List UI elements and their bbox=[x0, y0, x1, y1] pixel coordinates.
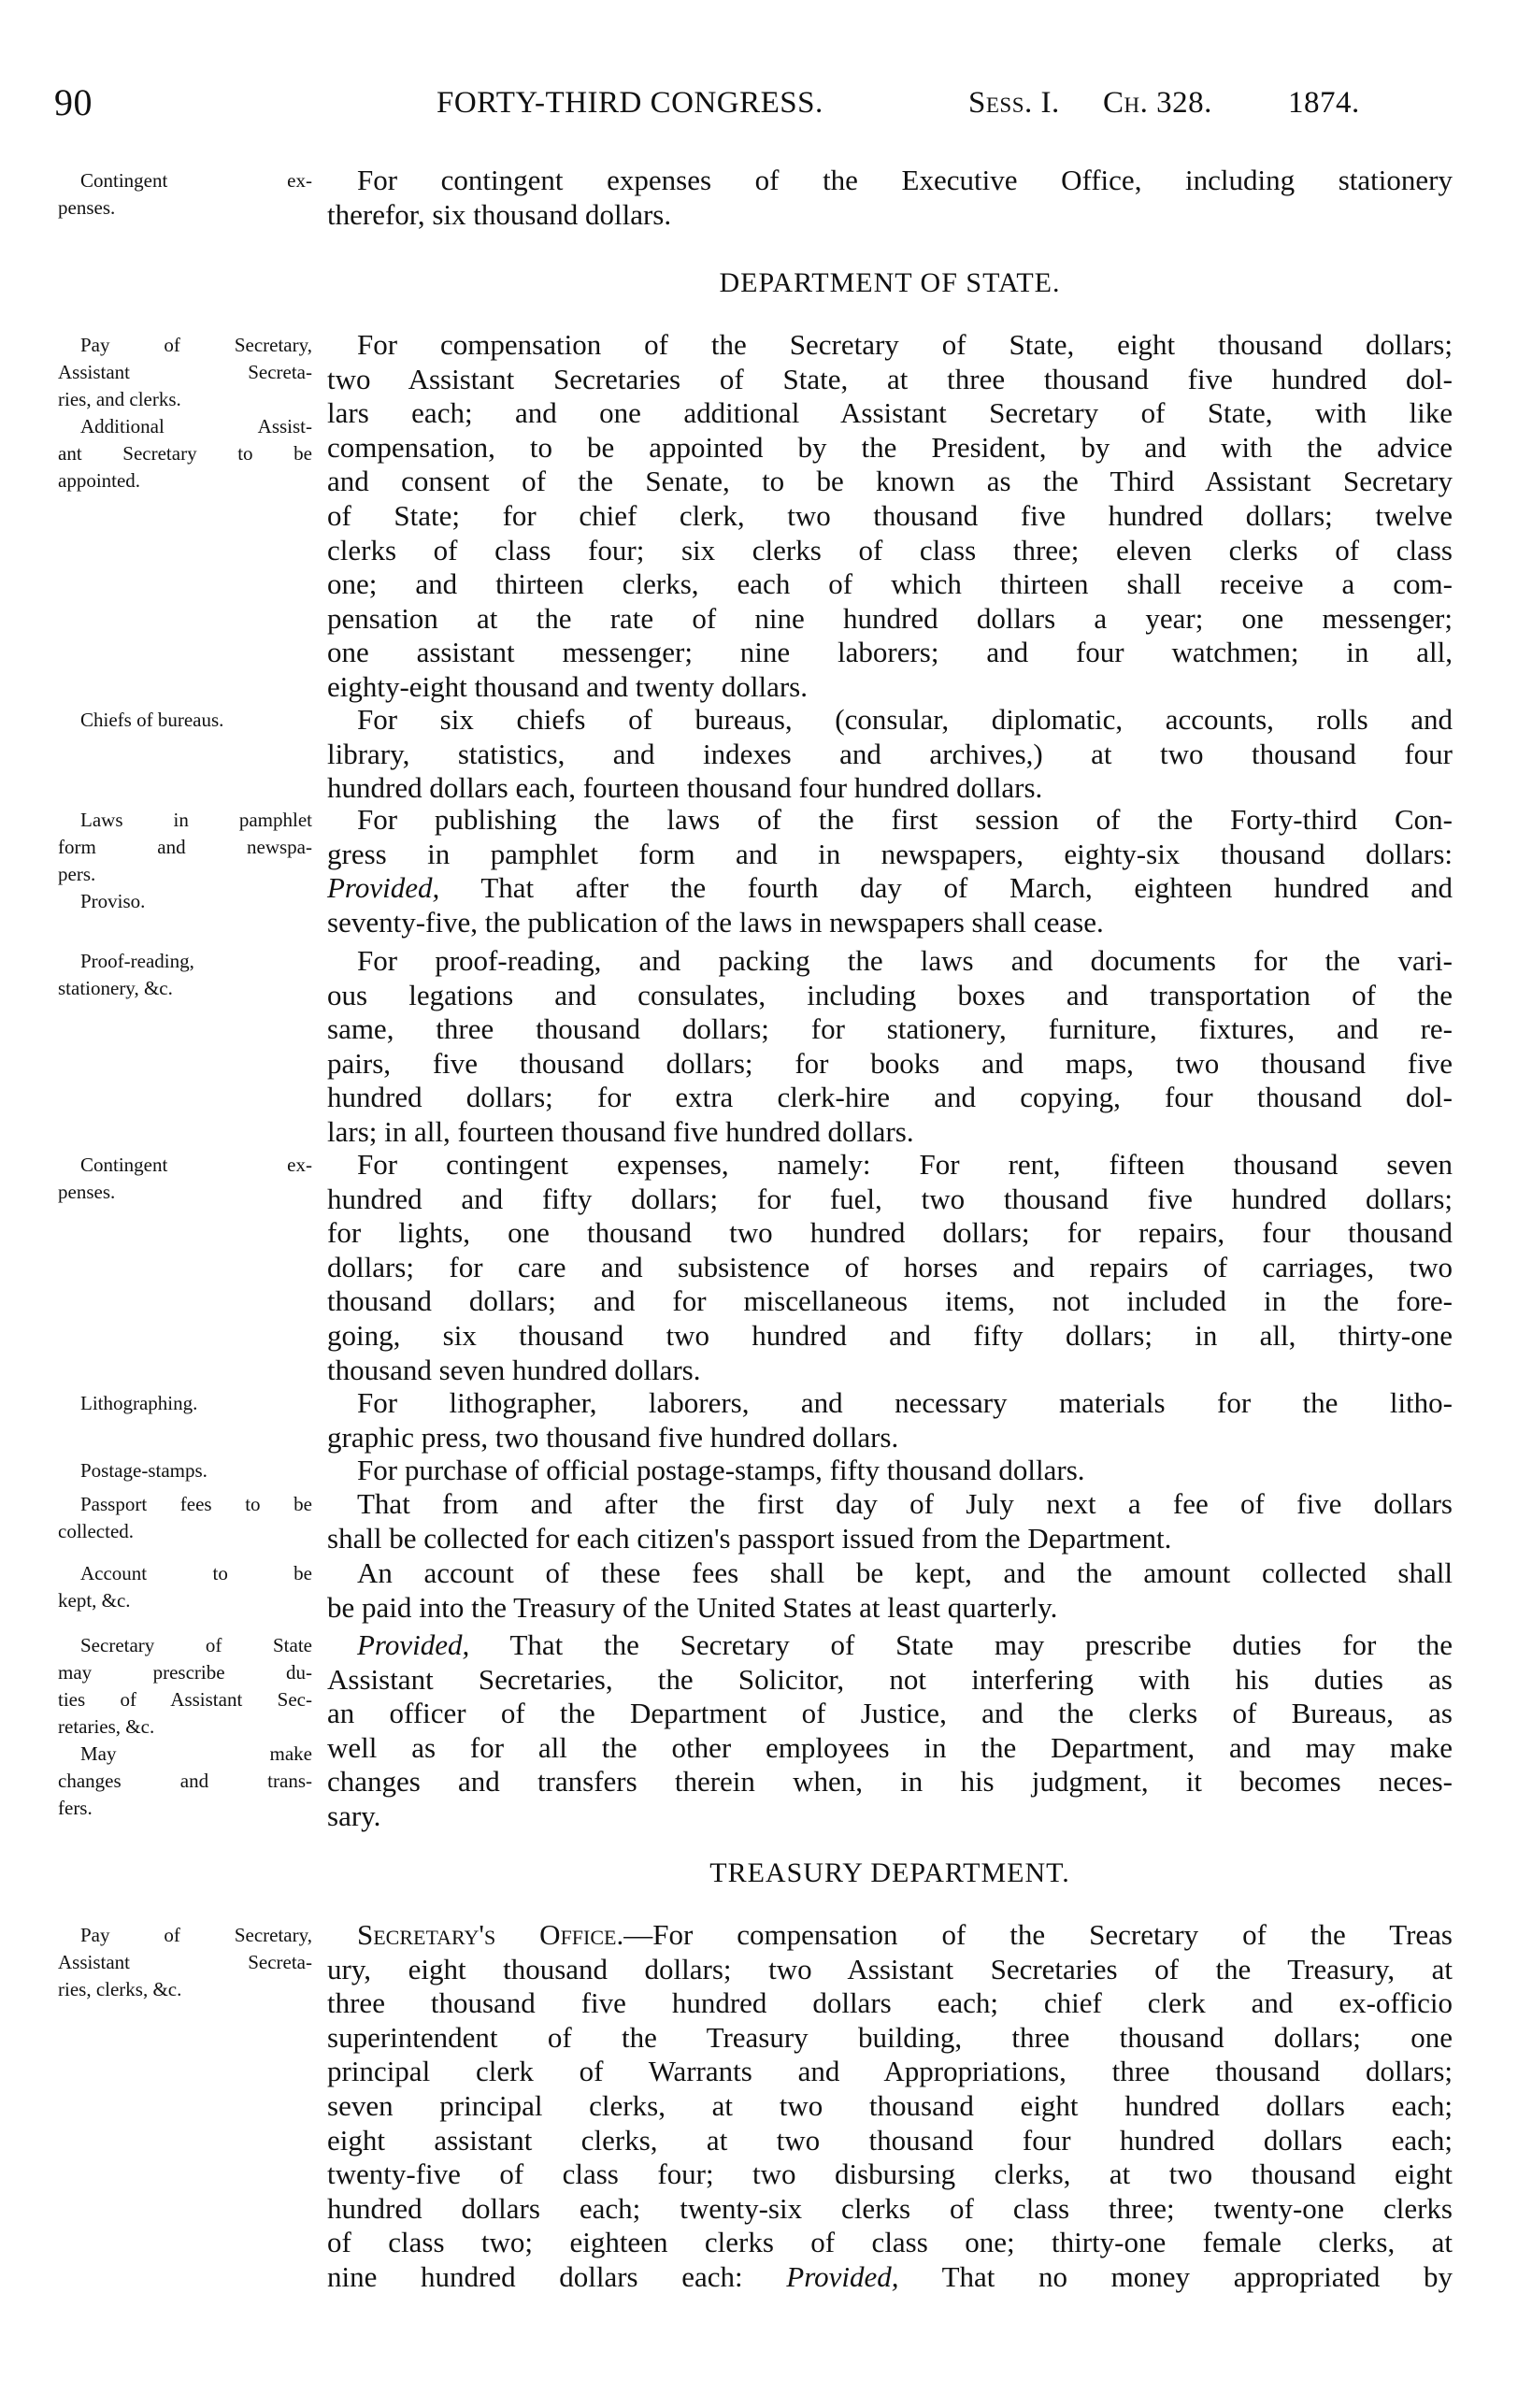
margin-note-line: changes and trans- bbox=[58, 1770, 312, 1792]
text-line: For lithographer, laborers, and necessary materials for the litho- bbox=[357, 1386, 1453, 1419]
margin-note bbox=[58, 948, 312, 1002]
paragraph-text bbox=[327, 1628, 1453, 1834]
text-line: for lights, one thousand two hundred dollars; for repairs, four thousand bbox=[327, 1216, 1453, 1250]
text-line: superintendent of the Treasury building, three thousand dollars; one bbox=[327, 2020, 1453, 2054]
text-line: ous legations and consulates, including boxes and transportation of the bbox=[327, 978, 1453, 1011]
text-line: lars each; and one additional Assistant Secretary of State, with like bbox=[327, 396, 1453, 430]
text-segment: That after the fourth day of March, eighteen hundred and bbox=[439, 871, 1453, 905]
margin-note-line: ries, clerks, &c. bbox=[58, 1978, 182, 2000]
text-segment: —For compensation of the Secretary of the Treas bbox=[623, 1918, 1453, 1951]
margin-note-line: Pay of Secretary, bbox=[80, 334, 312, 356]
text-line: hundred dollars; for extra clerk-hire and copying, four thousand dol- bbox=[327, 1081, 1453, 1114]
text-line: thousand dollars; and for miscellaneous items, not included in the fore- bbox=[327, 1284, 1453, 1318]
text-line: therefor, six thousand dollars. bbox=[327, 197, 672, 231]
text-line: seven principal clerks, at two thousand eight hundred dollars each; bbox=[327, 2088, 1453, 2122]
margin-note-line: pers. bbox=[58, 863, 96, 885]
margin-note-line: Lithographing. bbox=[80, 1392, 198, 1414]
margin-note-line: Passport fees to be bbox=[80, 1493, 312, 1515]
text-line: thousand seven hundred dollars. bbox=[327, 1353, 701, 1386]
paragraph-text bbox=[327, 1918, 1453, 2295]
text-line: two Assistant Secretaries of State, at three thousand five hundred dol- bbox=[327, 362, 1453, 395]
margin-note bbox=[58, 1560, 312, 1614]
italic-text: Provided, bbox=[327, 871, 440, 905]
text-line: dollars; for care and subsistence of horses and repairs of carriages, two bbox=[327, 1250, 1453, 1283]
text-segment: That the Secretary of State may prescribe duties for the bbox=[469, 1628, 1453, 1661]
paragraph-text bbox=[327, 1148, 1453, 1387]
text-line: library, statistics, and indexes and archives,) at two thousand four bbox=[327, 737, 1453, 770]
margin-note-line: Assistant Secreta- bbox=[58, 361, 312, 383]
text-line: That from and after the first day of July next a fee of five dollars bbox=[357, 1487, 1453, 1520]
paragraph-text bbox=[327, 1556, 1453, 1625]
text-line: For six chiefs of bureaus, (consular, diplomatic, accounts, rolls and bbox=[357, 703, 1453, 736]
text-line: Assistant Secretaries, the Solicitor, not interfering with his duties as bbox=[327, 1662, 1453, 1696]
text-line: For purchase of official postage-stamps, fifty thousand dollars. bbox=[357, 1454, 1085, 1486]
text-line: one assistant messenger; nine laborers; and four watchmen; in all, bbox=[327, 636, 1453, 669]
section-heading-state: DEPARTMENT OF STATE. bbox=[719, 267, 1061, 298]
margin-note-line: stationery, &c. bbox=[58, 977, 173, 999]
chapter: Ch. 328. bbox=[1103, 86, 1212, 120]
text-line: of State; for chief clerk, two thousand five hundred dollars; twelve bbox=[327, 498, 1453, 532]
margin-note bbox=[58, 167, 312, 222]
margin-note-line: ties of Assistant Sec- bbox=[58, 1688, 312, 1711]
text-line: For contingent expenses of the Executive Office, including stationery bbox=[357, 164, 1453, 196]
italic-text: Provided, bbox=[786, 2259, 899, 2293]
margin-note-line: penses. bbox=[58, 1181, 116, 1203]
session: Sess. I. bbox=[968, 86, 1060, 120]
text-line: pairs, five thousand dollars; for books and maps, two thousand five bbox=[327, 1046, 1453, 1080]
margin-note-line: Contingent ex- bbox=[80, 169, 312, 192]
margin-note bbox=[58, 1152, 312, 1206]
text-line: For compensation of the Secretary of State, eight thousand dollars; bbox=[357, 328, 1453, 361]
paragraph-text bbox=[327, 803, 1453, 939]
margin-note-line: Contingent ex- bbox=[80, 1154, 312, 1176]
margin-note bbox=[58, 707, 312, 734]
margin-note bbox=[58, 1390, 312, 1417]
margin-note-line: collected. bbox=[58, 1520, 135, 1542]
margin-note-line: fers. bbox=[58, 1797, 93, 1819]
margin-note-line: Secretary of State bbox=[80, 1634, 312, 1656]
text-line bbox=[327, 871, 1453, 906]
text-segment: nine hundred dollars each: bbox=[327, 2259, 787, 2293]
text-line bbox=[327, 1628, 1453, 1663]
text-line: eighty-eight thousand and twenty dollars. bbox=[327, 669, 808, 703]
text-line: For proof-reading, and packing the laws and documents for the vari- bbox=[357, 944, 1453, 977]
margin-note-line: May make bbox=[80, 1742, 312, 1765]
paragraph-text bbox=[327, 164, 1453, 232]
text-line: sary. bbox=[327, 1799, 381, 1832]
year: 1874. bbox=[1288, 86, 1360, 120]
text-line: well as for all the other employees in the Department, and may make bbox=[327, 1730, 1453, 1764]
italic-text: Provided, bbox=[357, 1628, 470, 1661]
text-line: eight assistant clerks, at two thousand four hundred dollars each; bbox=[327, 2123, 1453, 2157]
text-line: lars; in all, fourteen thousand five hundred dollars. bbox=[327, 1114, 914, 1148]
text-line: pensation at the rate of nine hundred dollars a year; one messenger; bbox=[327, 601, 1453, 635]
margin-note-line: Proviso. bbox=[80, 890, 146, 912]
margin-note-line: penses. bbox=[58, 196, 116, 219]
margin-note-line: Chiefs of bureaus. bbox=[80, 709, 224, 731]
text-line: be paid into the Treasury of the United States at least quarterly. bbox=[327, 1590, 1058, 1624]
text-line: graphic press, two thousand five hundred dollars. bbox=[327, 1420, 899, 1454]
page-number: 90 bbox=[54, 81, 93, 123]
margin-note bbox=[58, 1632, 312, 1822]
margin-note-line: ant Secretary to be bbox=[58, 442, 312, 465]
text-line: going, six thousand two hundred and fifty dollars; in all, thirty-one bbox=[327, 1318, 1453, 1352]
paragraph-text bbox=[327, 1454, 1453, 1488]
margin-note bbox=[58, 807, 312, 915]
margin-note-line: Additional Assist- bbox=[80, 415, 312, 437]
margin-note-line: Postage-stamps. bbox=[80, 1459, 208, 1482]
text-line: ury, eight thousand dollars; two Assistant Secretaries of the Treasury, at bbox=[327, 1952, 1453, 1985]
paragraph-text bbox=[327, 944, 1453, 1150]
text-segment: That no money appropriated by bbox=[898, 2259, 1453, 2293]
text-line: For contingent expenses, namely: For rent, fifteen thousand seven bbox=[357, 1148, 1453, 1181]
section-heading-treasury: TREASURY DEPARTMENT. bbox=[709, 1857, 1070, 1888]
paragraph-text bbox=[327, 1386, 1453, 1455]
margin-note bbox=[58, 1491, 312, 1545]
text-line: hundred and fifty dollars; for fuel, two thousand five hundred dollars; bbox=[327, 1182, 1453, 1215]
text-line bbox=[327, 2260, 1453, 2295]
margin-note bbox=[58, 1457, 312, 1484]
text-line: same, three thousand dollars; for stationery, furniture, fixtures, and re- bbox=[327, 1012, 1453, 1046]
margin-note-line: kept, &c. bbox=[58, 1589, 131, 1612]
text-line: and consent of the Senate, to be known as the Third Assistant Secretary bbox=[327, 465, 1453, 498]
text-line: gress in pamphlet form and in newspapers, eighty-six thousand dollars: bbox=[327, 837, 1453, 870]
margin-note-line: Assistant Secreta- bbox=[58, 1951, 312, 1973]
text-line: An account of these fees shall be kept, and the amount collected shall bbox=[357, 1556, 1453, 1589]
text-line: three thousand five hundred dollars each; chief clerk and ex-officio bbox=[327, 1986, 1453, 2020]
margin-note-line: Account to be bbox=[80, 1562, 312, 1584]
text-line: changes and transfers therein when, in his judgment, it becomes neces- bbox=[327, 1765, 1453, 1799]
running-title: FORTY-THIRD CONGRESS. bbox=[437, 86, 823, 120]
text-line: hundred dollars each, fourteen thousand four hundred dollars. bbox=[327, 771, 1043, 805]
margin-note-line: Pay of Secretary, bbox=[80, 1924, 312, 1946]
margin-note-line: appointed. bbox=[58, 469, 141, 492]
paragraph-text bbox=[327, 1487, 1453, 1555]
text-line: seventy-five, the publication of the laws in newspapers shall cease. bbox=[327, 905, 1104, 939]
text-line: hundred dollars each; twenty-six clerks of class three; twenty-one clerks bbox=[327, 2191, 1453, 2225]
text-line: twenty-five of class four; two disbursing clerks, at two thousand eight bbox=[327, 2157, 1453, 2191]
margin-note bbox=[58, 332, 312, 494]
text-line: one; and thirteen clerks, each of which thirteen shall receive a com- bbox=[327, 567, 1453, 601]
margin-note-line: Proof-reading, bbox=[80, 950, 194, 972]
text-line: clerks of class four; six clerks of class three; eleven clerks of class bbox=[327, 533, 1453, 566]
margin-note-line: retaries, &c. bbox=[58, 1715, 155, 1738]
paragraph-text bbox=[327, 328, 1453, 705]
text-line: an officer of the Department of Justice, and the clerks of Bureaus, as bbox=[327, 1697, 1453, 1730]
text-line: compensation, to be appointed by the President, by and with the advice bbox=[327, 430, 1453, 464]
text-line bbox=[327, 1918, 1453, 1953]
text-line: of class two; eighteen clerks of class one; thirty-one female clerks, at bbox=[327, 2226, 1453, 2259]
margin-note-line: may prescribe du- bbox=[58, 1661, 312, 1684]
paragraph-text bbox=[327, 703, 1453, 806]
small-caps-text: Secretary's Office. bbox=[357, 1918, 624, 1951]
text-line: For publishing the laws of the first session of the Forty-third Con- bbox=[357, 803, 1453, 836]
margin-note-line: ries, and clerks. bbox=[58, 388, 181, 410]
margin-note-line: form and newspa- bbox=[58, 836, 312, 858]
text-line: shall be collected for each citizen's passport issued from the Department. bbox=[327, 1521, 1172, 1555]
margin-note-line: Laws in pamphlet bbox=[80, 809, 312, 831]
text-line: principal clerk of Warrants and Appropriations, three thousand dollars; bbox=[327, 2055, 1453, 2088]
margin-note bbox=[58, 1922, 312, 2003]
